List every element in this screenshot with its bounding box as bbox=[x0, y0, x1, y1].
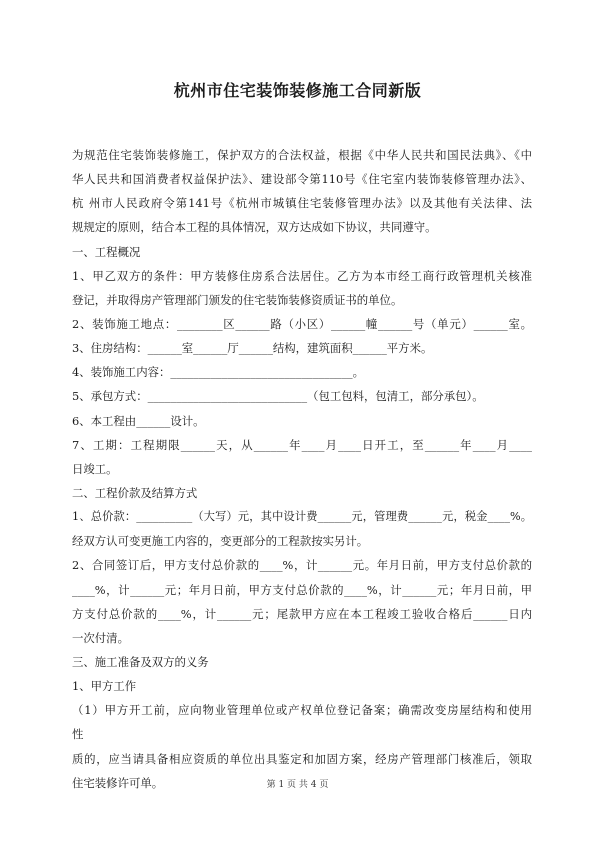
paragraph-line: 性 bbox=[72, 727, 84, 742]
paragraph-line: 5、承包方式：____________________________（包工包料，包清工，部分承包）。 bbox=[72, 389, 484, 404]
paragraph-line: 2、装饰施工地点：________区______路（小区）______幢______号（单元）______室。 bbox=[72, 316, 532, 331]
subsection-heading: 1、甲方工作 bbox=[72, 679, 137, 694]
document-body bbox=[72, 143, 532, 795]
paragraph-line: 质的，应当请具备相应资质的单位出具鉴定和加固方案，经房产管理部门核准后，领取 bbox=[72, 751, 532, 766]
paragraph-line: 1、甲乙双方的条件：甲方装修住房系合法居住。乙方为本市经工商行政管理机关核准 bbox=[72, 268, 532, 283]
paragraph-line: 登记，并取得房产管理部门颁发的住宅装饰装修资质证书的单位。 bbox=[72, 292, 403, 307]
paragraph-line: 方支付总价款的____%，计______元；尾款甲方应在本工程竣工验收合格后______日内 bbox=[72, 606, 532, 621]
section-heading: 二、工程价款及结算方式 bbox=[72, 485, 198, 500]
document-title: 杭州市住宅装饰装修施工合同新版 bbox=[173, 81, 422, 100]
section-heading: 一、工程概况 bbox=[72, 244, 141, 259]
paragraph-line: 日竣工。 bbox=[72, 461, 118, 476]
paragraph-line: 一次付清。 bbox=[72, 630, 129, 645]
paragraph-line: 为规范住宅装饰装修施工，保护双方的合法权益，根据《中华人民共和国民法典》、《中 bbox=[72, 148, 532, 162]
paragraph-line: 6、本工程由______设计。 bbox=[72, 413, 205, 428]
paragraph-line: （1）甲方开工前，应向物业管理单位或产权单位登记备案；确需改变房屋结构和使用 bbox=[72, 703, 532, 718]
paragraph-line: 7、工期：工程期限______天，从______年____月____日开工，至______年____月____ bbox=[72, 437, 532, 452]
paragraph-line: ____%，计______元；年月日前，甲方支付总价款的____%，计______元；年月日前，甲 bbox=[72, 582, 532, 597]
paragraph-line: 华人民共和国消费者权益保护法》、建设部令第110号《住宅室内装饰装修管理办法》、 bbox=[72, 172, 532, 187]
paragraph-line: 2、合同签订后，甲方支付总价款的____%，计______元。年月日前，甲方支付总价款的 bbox=[72, 558, 532, 573]
page-number-footer: 第 1 页 共 4 页 bbox=[266, 780, 329, 790]
paragraph-line: 杭 州市人民政府令第141号《杭州市城镇住宅装修管理办法》以及其他有关法律、法 bbox=[72, 196, 532, 211]
paragraph-line: 3、住房结构：______室______厅______结构，建筑面积______平方米。 bbox=[72, 341, 433, 356]
section-heading: 三、施工准备及双方的义务 bbox=[72, 654, 209, 669]
paragraph-line: 规规定的原则，结合本工程的具体情况，双方达成如下协议，共同遵守。 bbox=[72, 220, 437, 235]
paragraph-line: 经双方认可变更施工内容的，变更部分的工程款按实另计。 bbox=[72, 534, 369, 549]
paragraph-line: 4、装饰施工内容：________________________________。 bbox=[72, 365, 365, 380]
paragraph-line: 1、总价款：__________（大写）元，其中设计费______元，管理费______元，税金____%。 bbox=[72, 510, 532, 524]
paragraph-line: 住宅装修许可单。 bbox=[72, 775, 164, 790]
